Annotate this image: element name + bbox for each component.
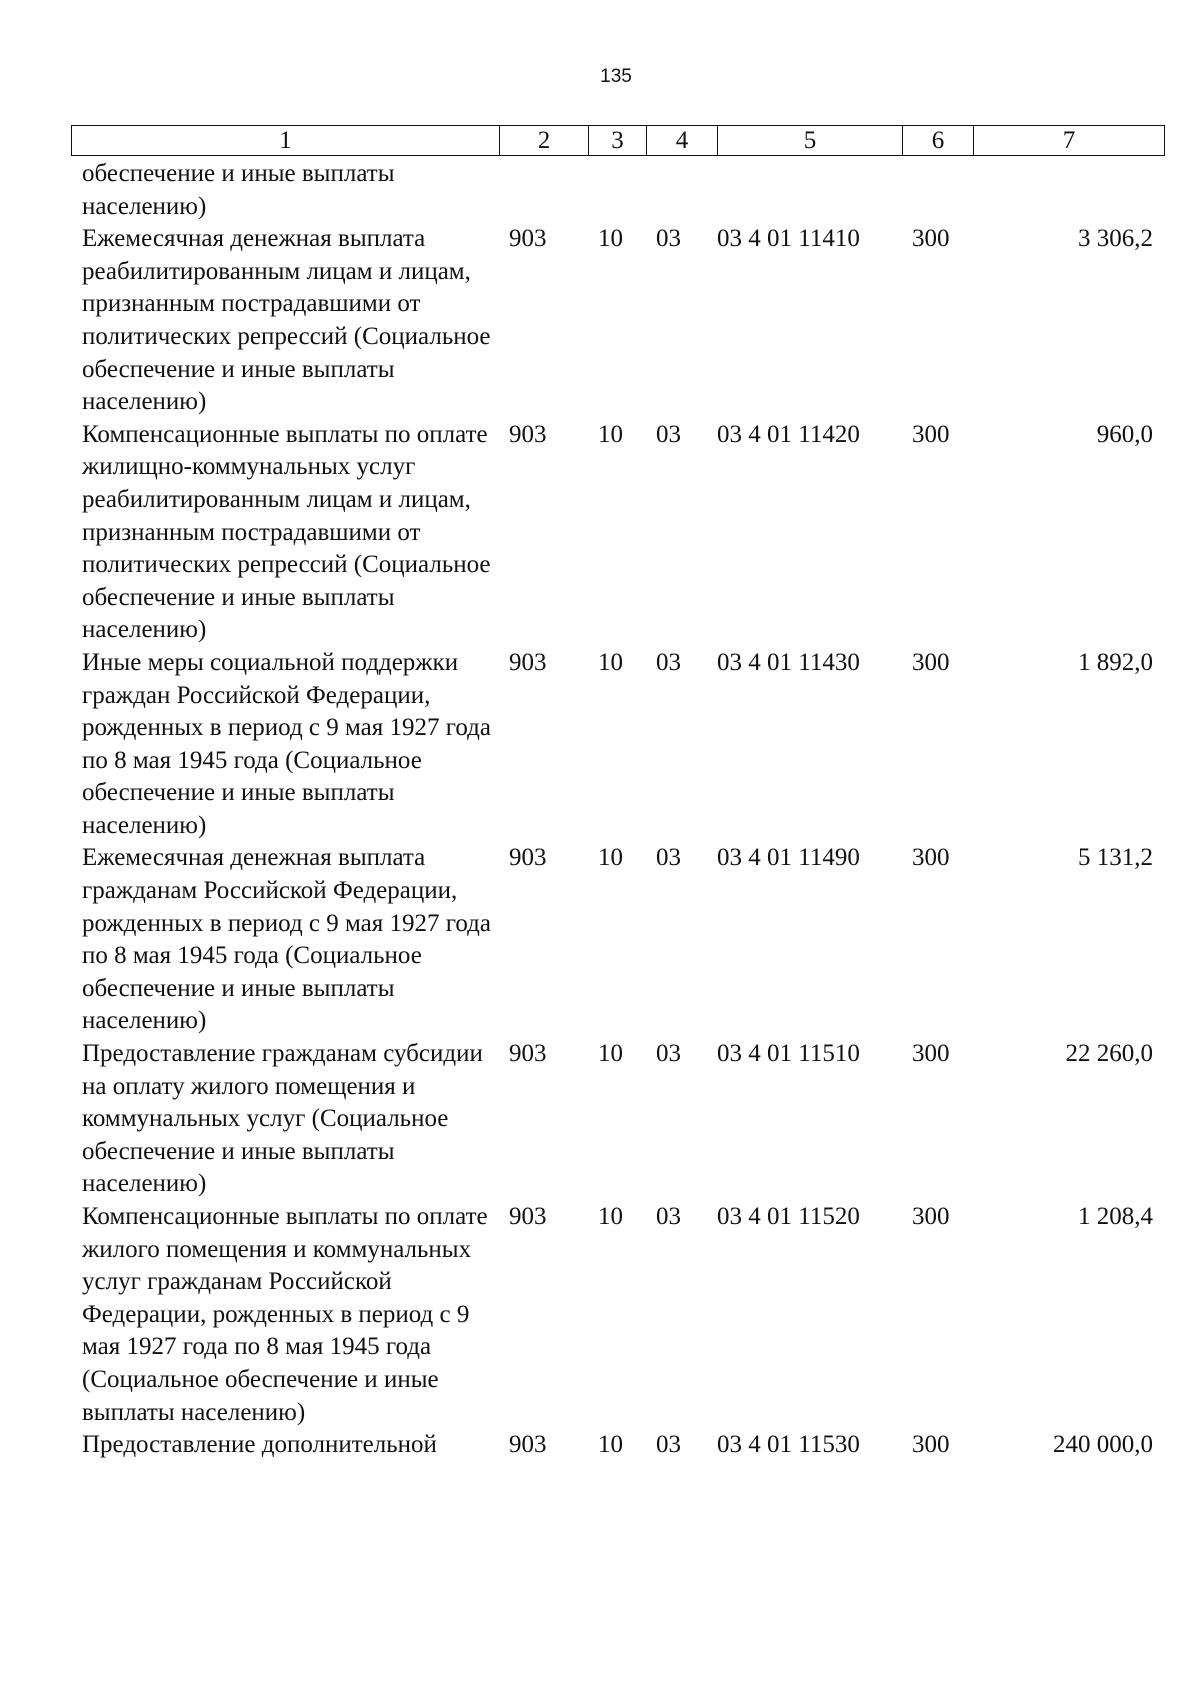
row-description: Ежемесячная денежная выплата реабилитированным лицам и лицам, признанным пострадавшими от политических репрессий (Социальное обеспечение и иные выплаты населению) (82, 225, 491, 416)
column-header-row (71, 125, 1165, 156)
table-row (71, 158, 1164, 223)
row-amount: 3 306,2 (1078, 225, 1153, 253)
row-description: Компенсационные выплаты по оплате жилищно-коммунальных услуг реабилитированным лицам и лицам, признанным пострадавшими от политических репрессий (Социальное обеспечение и иные выплаты населению) (82, 420, 491, 644)
row-expense-type: 300 (912, 844, 950, 872)
row-amount: 1 892,0 (1078, 648, 1153, 676)
table-row (71, 647, 1164, 843)
row-section: 10 (598, 1431, 623, 1459)
row-section: 10 (598, 844, 623, 872)
row-section: 10 (598, 648, 623, 676)
row-subsection: 03 (656, 420, 681, 448)
column-header-2: 2 (500, 126, 589, 156)
row-target-article: 03 4 01 11530 (717, 1431, 860, 1459)
table-row (71, 1038, 1164, 1201)
column-header-7: 7 (974, 126, 1165, 156)
row-description: обеспечение и иные выплаты населению) (82, 160, 395, 220)
row-subsection (646, 158, 717, 223)
row-description: Компенсационные выплаты по оплате жилого помещения и коммунальных услуг гражданам Российской Федерации, рожденных в период с 9 мая 1927 года по 8 мая 1945 года (Социальное обеспечение и иные выплаты населению) (82, 1203, 488, 1426)
row-ministry-code: 903 (509, 420, 547, 448)
row-ministry-code: 903 (509, 225, 547, 253)
row-amount: 22 260,0 (1065, 1040, 1153, 1068)
row-subsection: 03 (656, 648, 681, 676)
row-expense-type: 300 (912, 1203, 950, 1230)
row-amount: 960,0 (1096, 420, 1153, 448)
row-amount: 5 131,2 (1078, 844, 1153, 872)
row-target-article: 03 4 01 11510 (717, 1040, 860, 1068)
row-description: Предоставление гражданам субсидии на оплату жилого помещения и коммунальных услуг (Социальное обеспечение и иные выплаты населению) (82, 1040, 483, 1198)
row-section: 10 (598, 420, 623, 448)
row-target-article: 03 4 01 11430 (717, 648, 860, 676)
row-target-article: 03 4 01 11490 (717, 844, 860, 872)
row-expense-type: 300 (912, 420, 950, 448)
row-ministry-code: 903 (509, 1203, 547, 1230)
row-section: 10 (598, 1203, 623, 1230)
column-header-3: 3 (589, 126, 647, 156)
budget-table (71, 158, 1164, 1462)
page-number: 135 (600, 66, 632, 87)
row-subsection: 03 (656, 1040, 681, 1068)
row-section: 10 (598, 1040, 623, 1068)
row-subsection: 03 (656, 1431, 681, 1459)
row-description: Предоставление дополнительной (82, 1431, 437, 1459)
row-ministry-code: 903 (509, 1431, 547, 1459)
row-expense-type (902, 158, 973, 223)
row-expense-type: 300 (912, 648, 950, 676)
row-ministry-code (499, 158, 588, 223)
row-subsection: 03 (656, 844, 681, 872)
row-amount: 1 208,4 (1078, 1203, 1153, 1230)
table-row (71, 223, 1164, 419)
table-row (71, 1429, 1164, 1462)
column-header-6: 6 (903, 126, 974, 156)
row-subsection: 03 (656, 1203, 681, 1230)
table-row (71, 419, 1164, 647)
row-target-article: 03 4 01 11420 (717, 420, 860, 448)
column-header-5: 5 (718, 126, 903, 156)
row-ministry-code: 903 (509, 1040, 547, 1068)
row-ministry-code: 903 (509, 648, 547, 676)
row-ministry-code: 903 (509, 844, 547, 872)
row-expense-type: 300 (912, 225, 950, 253)
row-section: 10 (598, 225, 623, 253)
column-header-4: 4 (647, 126, 718, 156)
row-target-article: 03 4 01 11520 (717, 1203, 860, 1230)
row-target-article: 03 4 01 11410 (717, 225, 860, 253)
table-row (71, 1201, 1164, 1429)
table-row (71, 842, 1164, 1038)
row-amount (973, 158, 1164, 223)
column-header-1: 1 (72, 126, 500, 156)
row-expense-type: 300 (912, 1431, 950, 1459)
row-subsection: 03 (656, 225, 681, 253)
row-expense-type: 300 (912, 1040, 950, 1068)
row-description: Иные меры социальной поддержки граждан Российской Федерации, рожденных в период с 9 мая 1927 года по 8 мая 1945 года (Социальное обеспечение и иные выплаты населению) (82, 648, 491, 839)
row-target-article (717, 158, 902, 223)
row-amount: 240 000,0 (1053, 1431, 1153, 1459)
row-description: Ежемесячная денежная выплата гражданам Российской Федерации, рожденных в период с 9 мая 1927 года по 8 мая 1945 года (Социальное обеспечение и иные выплаты населению) (82, 844, 491, 1035)
row-section (588, 158, 646, 223)
